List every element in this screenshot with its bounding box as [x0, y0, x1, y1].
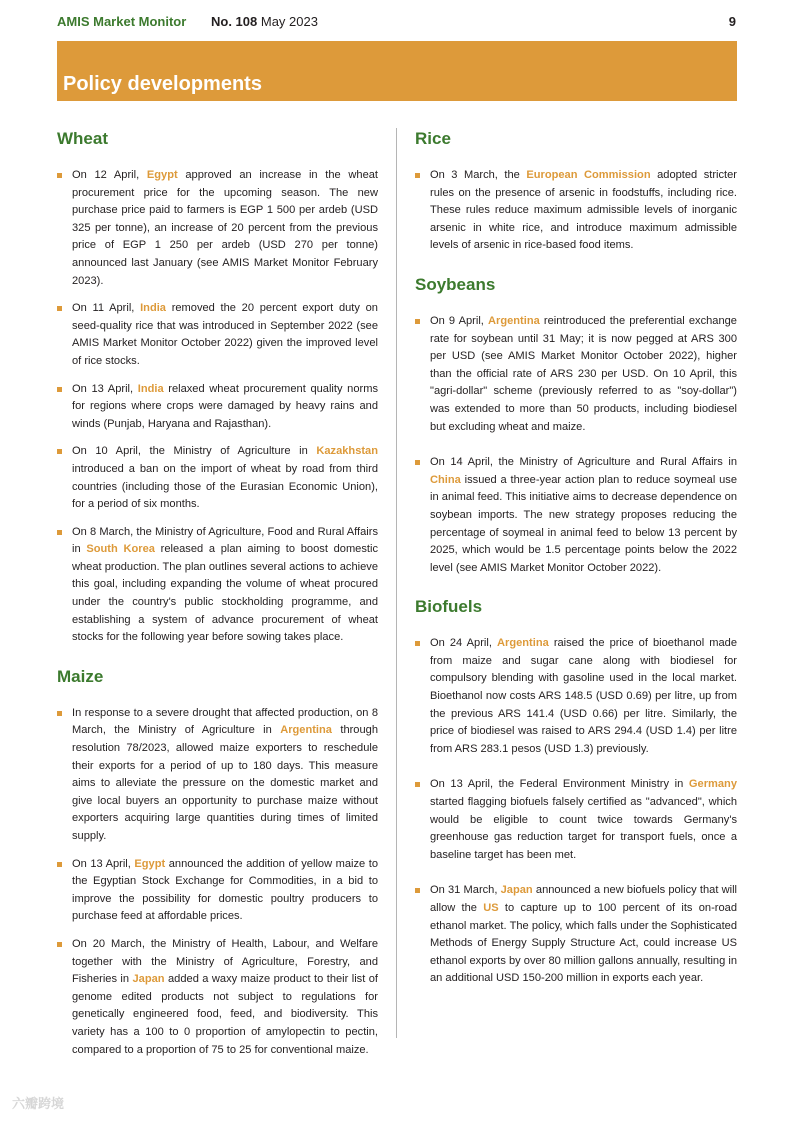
list-item: On 8 March, the Ministry of Agriculture, Food and Rural Affairs in South Korea released a plan aiming to boost domestic wheat production. The plan outlines several actions to achieve this goal, including expanding the volume of wheat procured under the country's public stockholding programme, and establishing a system of advance procurement of wheat stocks for the following year before sowing takes place.: [57, 524, 378, 647]
page-number: 9: [728, 14, 736, 29]
section-title-biofuels: Biofuels: [415, 597, 483, 617]
issue-number: No. 108: [211, 14, 258, 29]
column-divider: [396, 128, 397, 1038]
country-name: Egypt: [134, 857, 166, 870]
country-name: Kazakhstan: [316, 445, 378, 458]
issue-info: [211, 14, 318, 29]
biofuels-list: [415, 635, 737, 988]
page-header: [57, 14, 736, 34]
country-name: Japan: [132, 973, 165, 986]
banner-title: Policy developments: [63, 73, 262, 95]
publication-title: AMIS Market Monitor: [57, 14, 187, 29]
section-title-maize: Maize: [57, 666, 104, 686]
wheat-list: [57, 167, 378, 647]
list-item: On 24 April, Argentina raised the price of bioethanol made from maize and sugar cane along with biodiesel for compulsory blending with gasoline used in the local market. Bioethanol now costs ARS 148.5 (USD 0.69) per litre, up from the previous ARS 141.4 (USD 0.66) per litre. Similarly, the price of biodiesel was raised to ARS 294.4 (USD 1.4) per litre from ARS 283.1 pesos (USD 1.3) previously.: [415, 635, 737, 758]
country-name: Egypt: [146, 169, 178, 181]
country-name: Argentina: [488, 314, 540, 327]
soybeans-list: [415, 313, 737, 577]
section-title-wheat: Wheat: [57, 129, 108, 148]
organization-name: European Commission: [526, 169, 651, 181]
left-column: [57, 128, 378, 1059]
list-item: On 3 March, the European Commission adopted stricter rules on the presence of arsenic in foodstuffs, including rice. These rules reduce maximum admissible levels of inorganic arsenic in white rice, and introduce maximum admissible levels of arsenic in rice-based food items.: [415, 167, 737, 255]
list-item: On 11 April, India removed the 20 percent export duty on seed-quality rice that was introduced in September 2022 (see AMIS Market Monitor October 2022) given the improved level of rice stocks.: [57, 300, 378, 370]
country-name: US: [483, 902, 499, 914]
section-title-rice: Rice: [415, 129, 451, 148]
list-item: On 13 April, India relaxed wheat procurement quality norms for regions where crops were damaged by heavy rains and winds (Punjab, Haryana and Rajasthan).: [57, 381, 378, 434]
right-column: [415, 128, 737, 988]
list-item: On 14 April, the Ministry of Agriculture and Rural Affairs in China issued a three-year action plan to reduce soymeal use in animal feed. This initiative aims to decrease dependence on soybean imports. The new strategy proposes reducing the percentage of soymeal in animal feed to below 13 percent by 2025, which would be 1.5 percentage points below the 2022 level (see AMIS Market Monitor October 2022).: [415, 454, 737, 577]
list-item: On 13 April, the Federal Environment Ministry in Germany started flagging biofuels falsely certified as "advanced", which would be eligible to count twice towards Germany's greenhouse gas reduction target for transport fuels, once a baseline target has been met.: [415, 776, 737, 864]
list-item: On 13 April, Egypt announced the addition of yellow maize to the Egyptian Stock Exchange for Commodities, in a bid to improve the possibility for domestic poultry producers to purchase feed at affordable prices.: [57, 856, 378, 926]
section-title-soybeans: Soybeans: [415, 274, 496, 294]
country-name: Argentina: [280, 724, 332, 737]
watermark: 六瓣跨境: [12, 1096, 65, 1111]
list-item: On 9 April, Argentina reintroduced the preferential exchange rate for soybean until 31 May; it is now pegged at ARS 300 per USD (see AMIS Market Monitor October 2022), higher than the official rate of ARS 230 per USD. On 10 April, this "agri-dollar" scheme (previously referred to as "soy-dollar") was extended to more than 50 products, including biodiesel but excluding wheat and maize.: [415, 313, 737, 436]
maize-list: [57, 705, 378, 1059]
list-item: On 20 March, the Ministry of Health, Labour, and Welfare together with the Ministry of Agriculture, Forestry, and Fisheries in Japan added a waxy maize product to their list of genome edited products not subject to regulations for genetically engineered food, feed, and biodiversity. This variety has a 100 to 0 proportion of amylopectin to pectin, compared to a proportion of 75 to 25 for conventional maize.: [57, 936, 378, 1059]
issue-date: May 2023: [260, 14, 318, 29]
section-banner: [57, 41, 737, 101]
country-name: China: [430, 473, 461, 486]
list-item: In response to a severe drought that affected production, on 8 March, the Ministry of Agriculture in Argentina through resolution 78/2023, allowed maize exporters to reschedule their exports for a period of up to 180 days. This measure aims to alleviate the pressure on the domestic market and give local buyers an opportunity to purchase maize without exporters acquiring large quantities during times of limited supply.: [57, 705, 378, 846]
country-name: South Korea: [86, 543, 155, 556]
country-name: Germany: [688, 778, 737, 791]
country-name: Japan: [500, 884, 533, 897]
country-name: Argentina: [496, 637, 549, 650]
list-item: On 31 March, Japan announced a new biofuels policy that will allow the US to capture up to 100 percent of its on-road ethanol market. The policy, which falls under the Sophisticated Methods of Energy Supply Structure Act, could increase US ethanol exports by over 80 million gallons annually, resulting in an additional USD 150-200 million in exports each year.: [415, 882, 737, 988]
country-name: India: [140, 302, 166, 315]
rice-list: [415, 167, 737, 255]
list-item: On 12 April, Egypt approved an increase in the wheat procurement price for the upcoming season. The new purchase price paid to farmers is EGP 1 500 per ardeb (USD 325 per tonne), an increase of 20 percent from the previous price of EGP 1 250 per ardeb (USD 270 per tonne) announced last January (see AMIS Market Monitor February 2023).: [57, 167, 378, 290]
list-item: On 10 April, the Ministry of Agriculture in Kazakhstan introduced a ban on the import of wheat by road from third countries (including those of the Eurasian Economic Union), for a period of six months.: [57, 443, 378, 513]
country-name: India: [137, 382, 164, 395]
